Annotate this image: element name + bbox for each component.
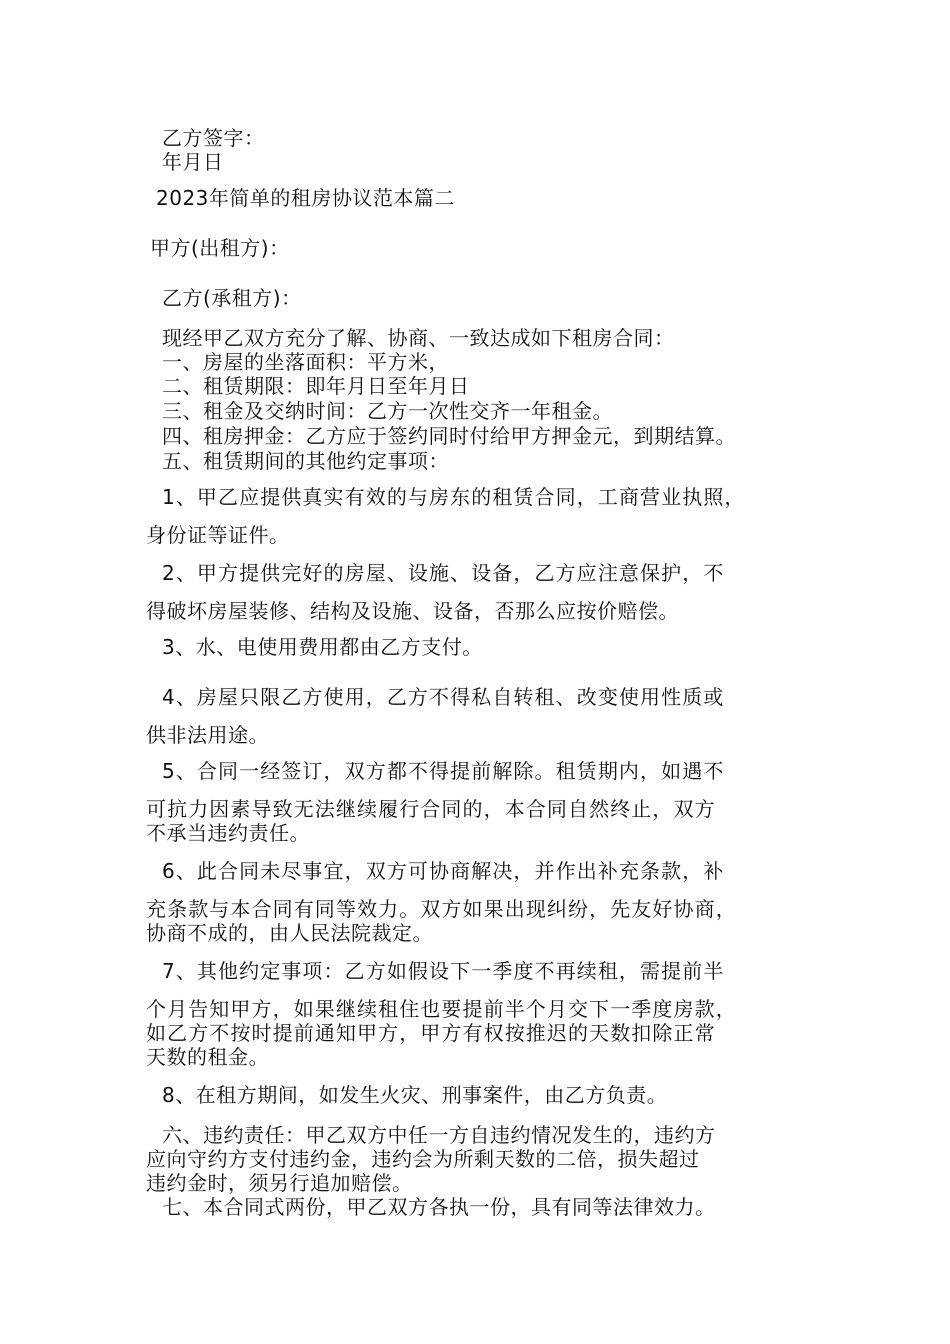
- breach-line-3: 违约金时，须另行追加赔偿。: [146, 1171, 413, 1195]
- item-1-line-2: 身份证等证件。: [146, 523, 290, 547]
- party-a-label: 甲方(出租方)：: [150, 236, 290, 260]
- item-5-line-3: 不承当违约责任。: [146, 821, 310, 845]
- term-3: 三、租金及交纳时间：乙方一次性交齐一年租金。: [162, 399, 613, 423]
- item-2-line-1: 2、甲方提供完好的房屋、设施、设备，乙方应注意保护，不: [162, 561, 725, 585]
- item-4-line-1: 4、房屋只限乙方使用，乙方不得私自转租、改变使用性质或: [162, 685, 725, 709]
- item-7-line-3: 如乙方不按时提前通知甲方，甲方有权按推迟的天数扣除正常: [146, 1021, 716, 1045]
- date-line: 年月日: [162, 150, 224, 174]
- copies-clause: 七、本合同式两份，甲乙双方各执一份，具有同等法律效力。: [162, 1195, 716, 1219]
- item-1-line-1: 1、甲乙应提供真实有效的与房东的租赁合同，工商营业执照，: [162, 485, 746, 509]
- item-3: 3、水、电使用费用都由乙方支付。: [162, 635, 483, 659]
- item-7-line-2: 个月告知甲方，如果继续租住也要提前半个月交下一季度房款，: [146, 997, 737, 1021]
- breach-line-2: 应向守约方支付违约金，违约会为所剩天数的二倍，损失超过: [146, 1147, 700, 1171]
- item-6-line-2: 充条款与本合同有同等效力。双方如果出现纠纷，先友好协商，: [146, 897, 737, 921]
- item-7-line-1: 7、其他约定事项：乙方如假设下一季度不再续租，需提前半: [162, 959, 725, 983]
- item-8: 8、在租方期间，如发生火灾、刑事案件，由乙方负责。: [162, 1083, 668, 1107]
- item-7-line-4: 天数的租金。: [146, 1045, 269, 1069]
- item-2-line-2: 得破坏房屋装修、结构及设施、设备，否那么应按价赔偿。: [146, 599, 679, 623]
- section-title: 2023年简单的租房协议范本篇二: [156, 186, 455, 210]
- term-5: 五、租赁期间的其他约定事项：: [162, 449, 449, 473]
- party-b-label: 乙方(承租方)：: [162, 286, 302, 310]
- term-4: 四、租房押金：乙方应于签约同时付给甲方押金元，到期结算。: [162, 424, 736, 448]
- item-4-line-2: 供非法用途。: [146, 723, 269, 747]
- signature-line: 乙方签字：: [162, 126, 265, 150]
- intro-line: 现经甲乙双方充分了解、协商、一致达成如下租房合同：: [162, 326, 675, 350]
- term-1: 一、房屋的坐落面积：平方米，: [162, 350, 449, 374]
- term-2: 二、租赁期限：即年月日至年月日: [162, 374, 470, 398]
- item-5-line-1: 5、合同一经签订，双方都不得提前解除。租赁期内，如遇不: [162, 759, 725, 783]
- item-6-line-1: 6、此合同未尽事宜，双方可协商解决，并作出补充条款，补: [162, 859, 725, 883]
- breach-line-1: 六、违约责任：甲乙双方中任一方自违约情况发生的，违约方: [162, 1123, 716, 1147]
- item-6-line-3: 协商不成的，由人民法院裁定。: [146, 921, 433, 945]
- item-5-line-2: 可抗力因素导致无法继续履行合同的，本合同自然终止，双方: [146, 797, 716, 821]
